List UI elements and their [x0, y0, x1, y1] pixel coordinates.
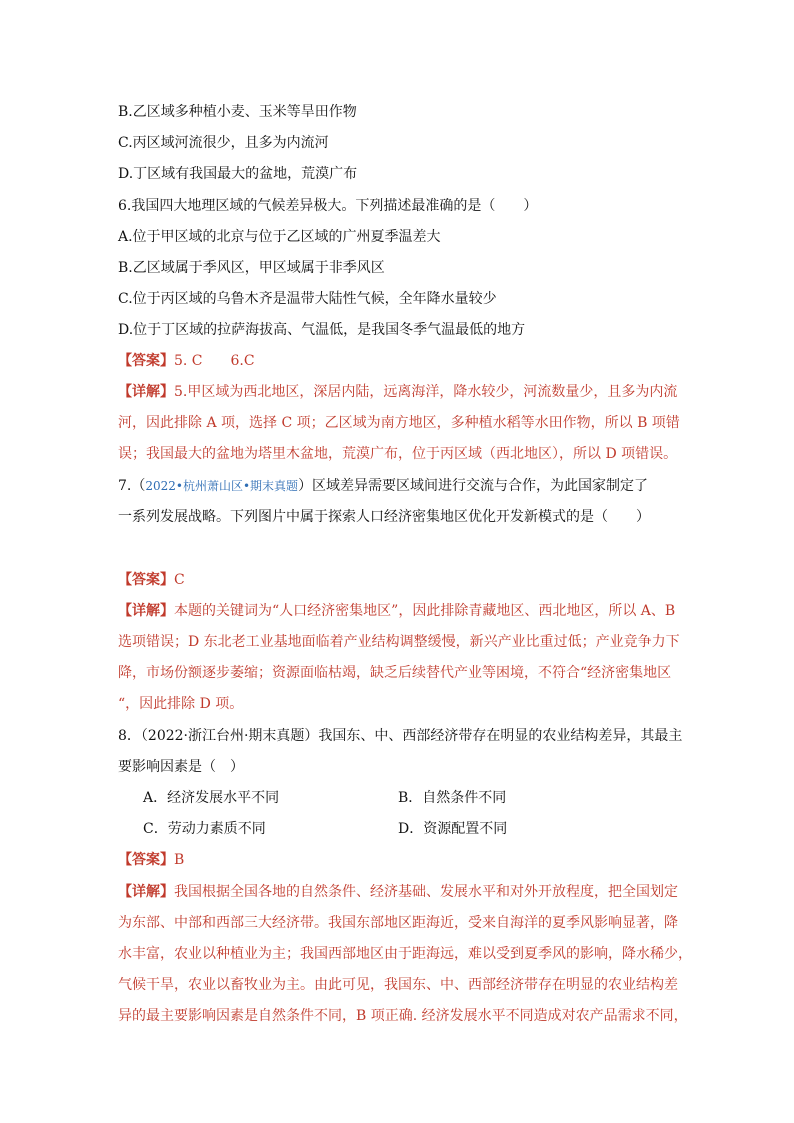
q7-line-2: 一系列发展战略。下列图片中属于探索人口经济密集地区优化开发新模式的是（ ） — [118, 509, 650, 525]
q6-stem: 6.我国四大地理区域的气候差异极大。下列描述最准确的是（ ） — [118, 198, 538, 214]
detail-7-line-1 — [118, 601, 675, 621]
detail-label: 【详解】 — [118, 384, 174, 400]
detail-7-text-1: 本题的关键词为“人口经济密集地区”，因此排除青藏地区、西北地区，所以 A、B — [174, 603, 676, 619]
detail-label: 【详解】 — [118, 884, 174, 900]
q6-option-d: D.位于丁区域的拉萨海拔高、气温低，是我国冬季气温最低的地方 — [118, 322, 526, 338]
answer-7 — [118, 570, 185, 590]
detail-8-line-1 — [118, 882, 678, 902]
answer-label: 【答案】 — [118, 572, 174, 588]
q6-option-a: A.位于甲区域的北京与位于乙区域的广州夏季温差大 — [118, 229, 441, 245]
q5-option-c: C.丙区域河流很少，且多为内流河 — [118, 135, 329, 151]
q7-source: 2022•杭州萧山区•期末真题 — [145, 479, 299, 493]
detail-5-line-1 — [118, 382, 677, 402]
detail-8-line-4: 气候干旱，农业以畜牧业为主。由此可见，我国东、中、西部经济带存在明显的农业结构差 — [118, 977, 678, 993]
detail-7-line-3: 降，市场份额逐步萎缩；资源面临枯竭，缺乏后续替代产业等困境，不符合“经济密集地区 — [118, 665, 672, 681]
detail-8-line-3: 水丰富，农业以种植业为主；我国西部地区由于距海远，难以受到夏季风的影响，降水稀少， — [118, 946, 692, 962]
detail-label: 【详解】 — [118, 603, 174, 619]
q8-line-2: 要影响因素是（ ） — [118, 759, 244, 775]
detail-8-line-2: 为东部、中部和西部三大经济带。我国东部地区距海近，受来自海洋的夏季风影响显著，降 — [118, 915, 678, 931]
q8-option-b: B．自然条件不同 — [398, 790, 507, 806]
answer-text: B — [174, 852, 185, 868]
detail-8-line-5: 异的最主要影响因素是自然条件不同，B 项正确. 经济发展水平不同造成对农产品需求不同， — [118, 1008, 688, 1024]
q7-number: 7.（ — [118, 478, 146, 494]
detail-5-line-2: 河，因此排除 A 项，选择 C 项；乙区域为南方地区，多种植水稻等水田作物，所以 B 项错 — [118, 415, 680, 431]
q8-line-1: 8．（2022·浙江台州·期末真题）我国东、中、西部经济带存在明显的农业结构差异，其最主 — [118, 728, 683, 744]
detail-5-text-1: 5.甲区域为西北地区，深居内陆，远离海洋，降水较少，河流数量少，且多为内流 — [174, 384, 678, 400]
detail-7-line-2: 选项错误；D 东北老工业基地面临着产业结构调整缓慢，新兴产业比重过低；产业竞争力下 — [118, 634, 680, 650]
q7-stem-1: ）区域差异需要区域间进行交流与合作，为此国家制定了 — [298, 478, 649, 494]
q5-option-d: D.丁区域有我国最大的盆地，荒漠广布 — [118, 166, 358, 182]
answer-5-6 — [118, 351, 255, 371]
answer-text: C — [174, 572, 185, 588]
answer-8 — [118, 850, 184, 870]
q5-option-b: B.乙区域多种植小麦、玉米等旱田作物 — [118, 104, 357, 120]
answer-label: 【答案】 — [118, 353, 174, 369]
answer-text: 5. C 6.C — [174, 353, 255, 369]
detail-5-line-3: 误；我国最大的盆地为塔里木盆地，荒漠广布，位于丙区域（西北地区），所以 D 项错误。 — [118, 446, 678, 462]
detail-8-text-1: 我国根据全国各地的自然条件、经济基础、发展水平和对外开放程度，把全国划定 — [174, 884, 678, 900]
q6-option-b: B.乙区域属于季风区，甲区域属于非季风区 — [118, 260, 385, 276]
q8-option-d: D．资源配置不同 — [398, 821, 508, 837]
q7-line-1 — [118, 476, 648, 496]
q8-option-c: C．劳动力素质不同 — [143, 821, 266, 837]
q6-option-c: C.位于丙区域的乌鲁木齐是温带大陆性气候，全年降水量较少 — [118, 291, 497, 307]
detail-7-line-4: “，因此排除 D 项。 — [118, 696, 244, 712]
q8-option-a: A．经济发展水平不同 — [143, 790, 280, 806]
answer-label: 【答案】 — [118, 852, 174, 868]
